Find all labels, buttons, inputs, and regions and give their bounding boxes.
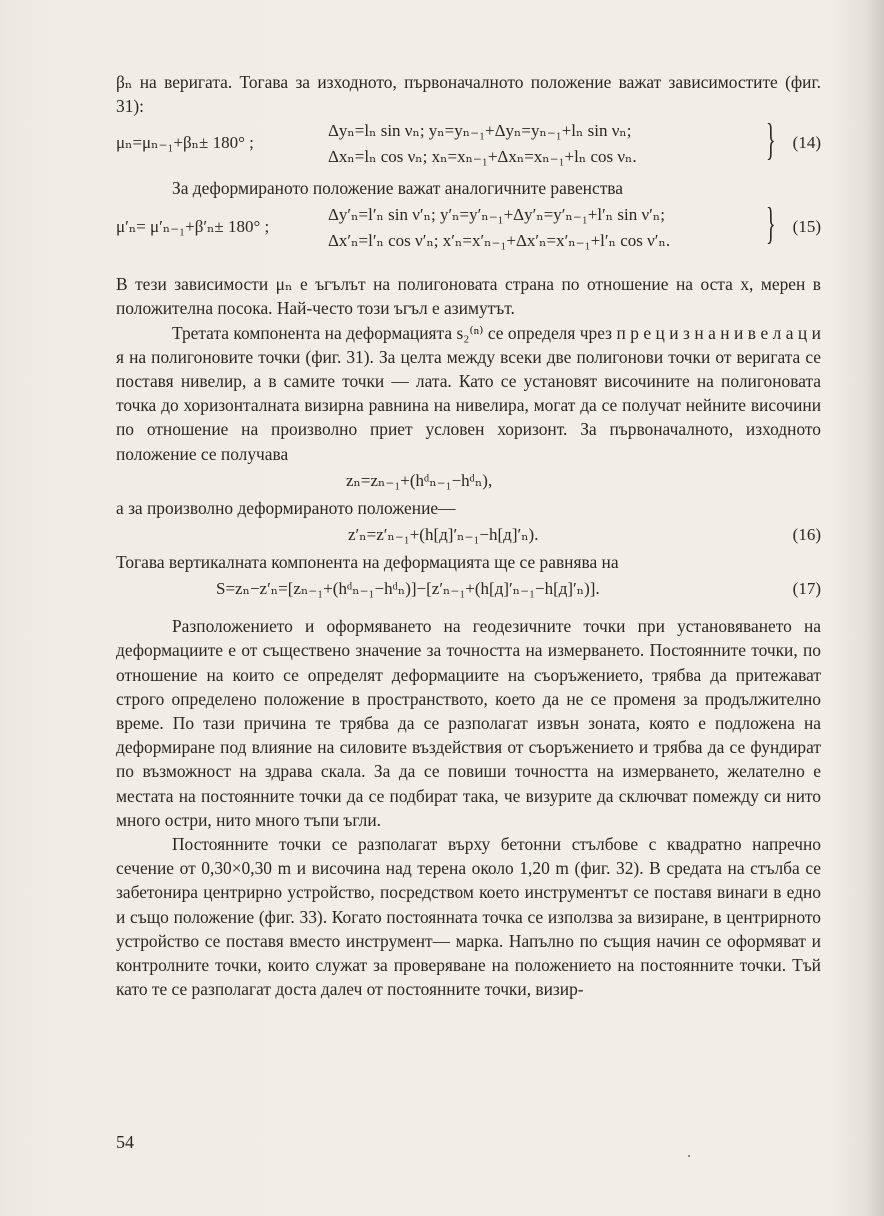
equation-17-formula: S=zₙ−z′ₙ=[zₙ₋₁+(hᵈₙ₋₁−hᵈₙ)]−[z′ₙ₋₁+(h[д]′ₙ₋₁−h[д]′ₙ)]. [216,579,600,599]
equation-15-line-1: Δy′ₙ=l′ₙ sin ν′ₙ; y′ₙ=y′ₙ₋₁+Δy′ₙ=y′ₙ₋₁+l′ₙ sin ν′ₙ; [328,205,665,225]
equation-14-line-2: Δxₙ=lₙ cos νₙ; xₙ=xₙ₋₁+Δxₙ=xₙ₋₁+lₙ cos νₙ. [328,147,637,166]
equation-14 [116,115,821,174]
paragraph-4: Третата компонента на деформацията s₂⁽ⁿ⁾ се определя чрез п р е ц и з н а н и в е л а ц и я на полигоновите точки (фиг. 31). За целта между всеки две полигонови точки от веригата се поставя нивелир, а в самите точки — лата. Като се установят височините на полигоновата точка до хоризонталната визирна равнина на нивелира, могат да се получат нейните височини по отношение на произволно приет условен хоризонт. За първоначалното, изходното положение се получава [116,322,821,464]
page-number: 54 [116,1132,134,1152]
equation-17 [116,574,821,608]
equation-17-number: (17) [792,579,821,599]
equation-zn [116,466,821,496]
equation-15-number: (15) [792,217,821,237]
paragraph-7: Разположението и оформяването на геодезичните точки при установяването на деформациите е от съществено значение за точността на измерването. Постоянните точки, по отношение на които се определят деформациите на съоръжението, трябва да притежават строго определено положение в пространството, което да не се променя за продължително време. По тази причина те трябва да се разполагат извън зоната, която е подложена на деформиране под влияние на силовите въздействия от съоръжението и трябва да се фундират по възможност на здрава скала. За да се повиши точността на измерването, желателно е местата на постоянните точки да се подбират така, че визурите да сключват помежду си нито много остри, нито много тъпи ъгли. [116,616,821,830]
equation-14-line-1: Δyₙ=lₙ sin νₙ; yₙ=yₙ₋₁+Δyₙ=yₙ₋₁+lₙ sin νₙ; [328,121,632,140]
equation-15-rhs [328,204,670,252]
paragraph-3: В тези зависимости μₙ е ъгълът на полигоновата страна по отношение на оста x, мерен в положителна посока. Най-често този ъгъл е азимутът. [116,274,821,319]
equation-16-formula: z′ₙ=z′ₙ₋₁+(h[д]′ₙ₋₁−h[д]′ₙ). [348,525,539,545]
paragraph-6: Тогава вертикалната компонента на деформацията ще се равнява на [116,552,619,573]
equation-zn-formula: zₙ=zₙ₋₁+(hᵈₙ₋₁−hᵈₙ), [346,470,493,490]
text-column [116,70,821,1001]
equation-14-number: (14) [792,133,821,152]
paragraph-2: За деформираното положение важат аналогичните равенства [172,178,624,198]
print-speck [688,1155,690,1157]
equation-14-lhs: μₙ=μₙ₋₁+βₙ± 180° ; [116,133,254,152]
equation-14-brace: } [766,115,776,164]
equation-15 [116,199,821,262]
equation-16-number: (16) [792,525,821,545]
paragraph-1: βₙ на веригата. Тогава за изходното, първоначалното положение важат зависимостите (фиг. 31): [116,72,821,117]
paragraph-5: а за произволно деформираното положение— [116,497,456,518]
equation-16 [116,520,821,550]
equation-15-line-2: Δx′ₙ=l′ₙ cos ν′ₙ; x′ₙ=x′ₙ₋₁+Δx′ₙ=x′ₙ₋₁+l′ₙ cos ν′ₙ. [328,231,671,251]
equation-15-brace: } [766,199,776,249]
paragraph-8: Постоянните точки се разполагат върху бетонни стълбове с квадратно напречно сечение от 0,30×0,30 m и височина над терена около 1,20 m (фиг. 32). В средата на стълба се забетонира центрирно устройство, посредством което инструментът се поставя винаги в едно и също положение (фиг. 33). Когато постоянната точка се използва за визиране, в центрирното устройство се поставя вместо инструмент— марка. Напълно по същия начин се оформяват и контролните точки, които служат за проверяване на положението на постоянните точки. Тъй като те се разполагат доста далеч от постоянните точки, визир- [116,834,821,1000]
equation-15-lhs: μ′ₙ= μ′ₙ₋₁+β′ₙ± 180° ; [116,217,270,237]
equation-14-rhs [328,120,637,168]
